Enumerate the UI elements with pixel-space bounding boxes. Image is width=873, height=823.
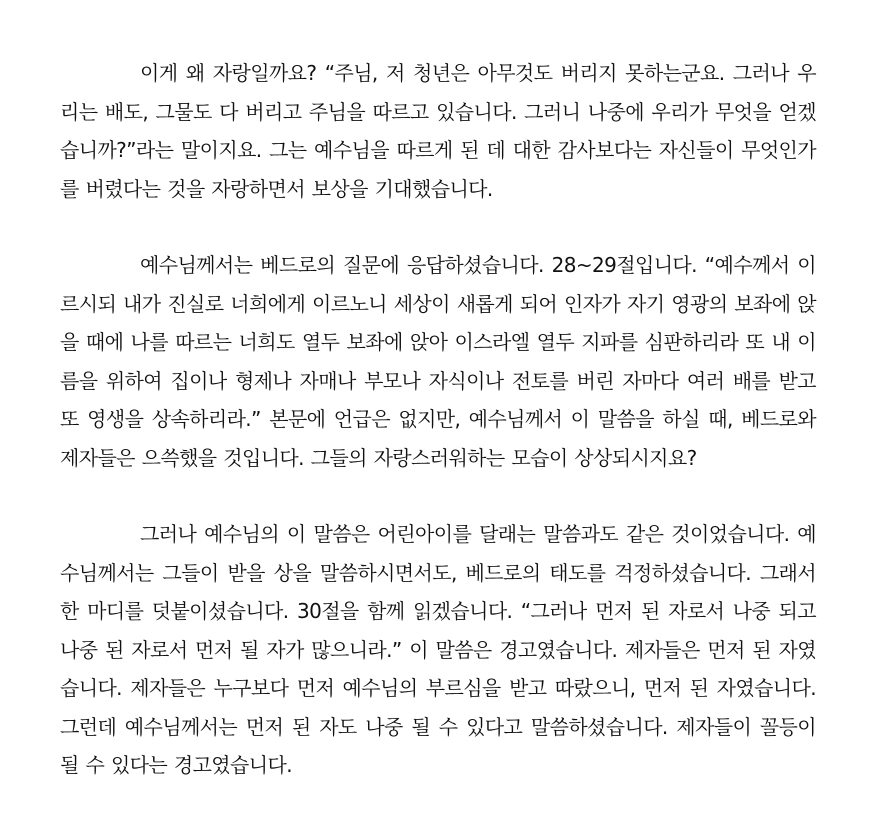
paragraph-1: 이게 왜 자랑일까요? “주님, 저 청년은 아무것도 버리지 못하는군요. 그러나 우리는 배도, 그물도 다 버리고 주님을 따르고 있습니다. 그러니 나중에 우리가 무엇을 얻겠습니까?”라는 말이지요. 그는 예수님을 따르게 된 데 대한 감사보다는 자신들이 무엇인가를 버렸다는 것을 자랑하면서 보상을 기대했습니다. <box>60 61 816 201</box>
document-body <box>60 54 816 785</box>
paragraph-3: 그러나 예수님의 이 말씀은 어린아이를 달래는 말씀과도 같은 것이었습니다. 예수님께서는 그들이 받을 상을 말씀하시면서도, 베드로의 태도를 걱정하셨습니다. 그래서 한 마디를 덧붙이셨습니다. 30절을 함께 읽겠습니다. “그러나 먼저 된 자로서 나중 되고 나중 된 자로서 먼저 될 자가 많으니라.” 이 말씀은 경고였습니다. 제자들은 먼저 된 자였습니다. 제자들은 누구보다 먼저 예수님의 부르심을 받고 따랐으니, 먼저 된 자였습니다. 그런데 예수님께서는 먼저 된 자도 나중 될 수 있다고 말씀하셨습니다. 제자들이 꼴등이 될 수 있다는 경고였습니다. <box>60 522 816 777</box>
paragraph-2: 예수님께서는 베드로의 질문에 응답하셨습니다. 28~29절입니다. “예수께서 이르시되 내가 진실로 너희에게 이르노니 세상이 새롭게 되어 인자가 자기 영광의 보좌에 앉을 때에 나를 따르는 너희도 열두 보좌에 앉아 이스라엘 열두 지파를 심판하리라 또 내 이름을 위하여 집이나 형제나 자매나 부모나 자식이나 전토를 버린 자마다 여러 배를 받고 또 영생을 상속하리라.” 본문에 언급은 없지만, 예수님께서 이 말씀을 하실 때, 베드로와 제자들은 으쓱했을 것입니다. 그들의 자랑스러워하는 모습이 상상되시지요? <box>60 253 816 470</box>
